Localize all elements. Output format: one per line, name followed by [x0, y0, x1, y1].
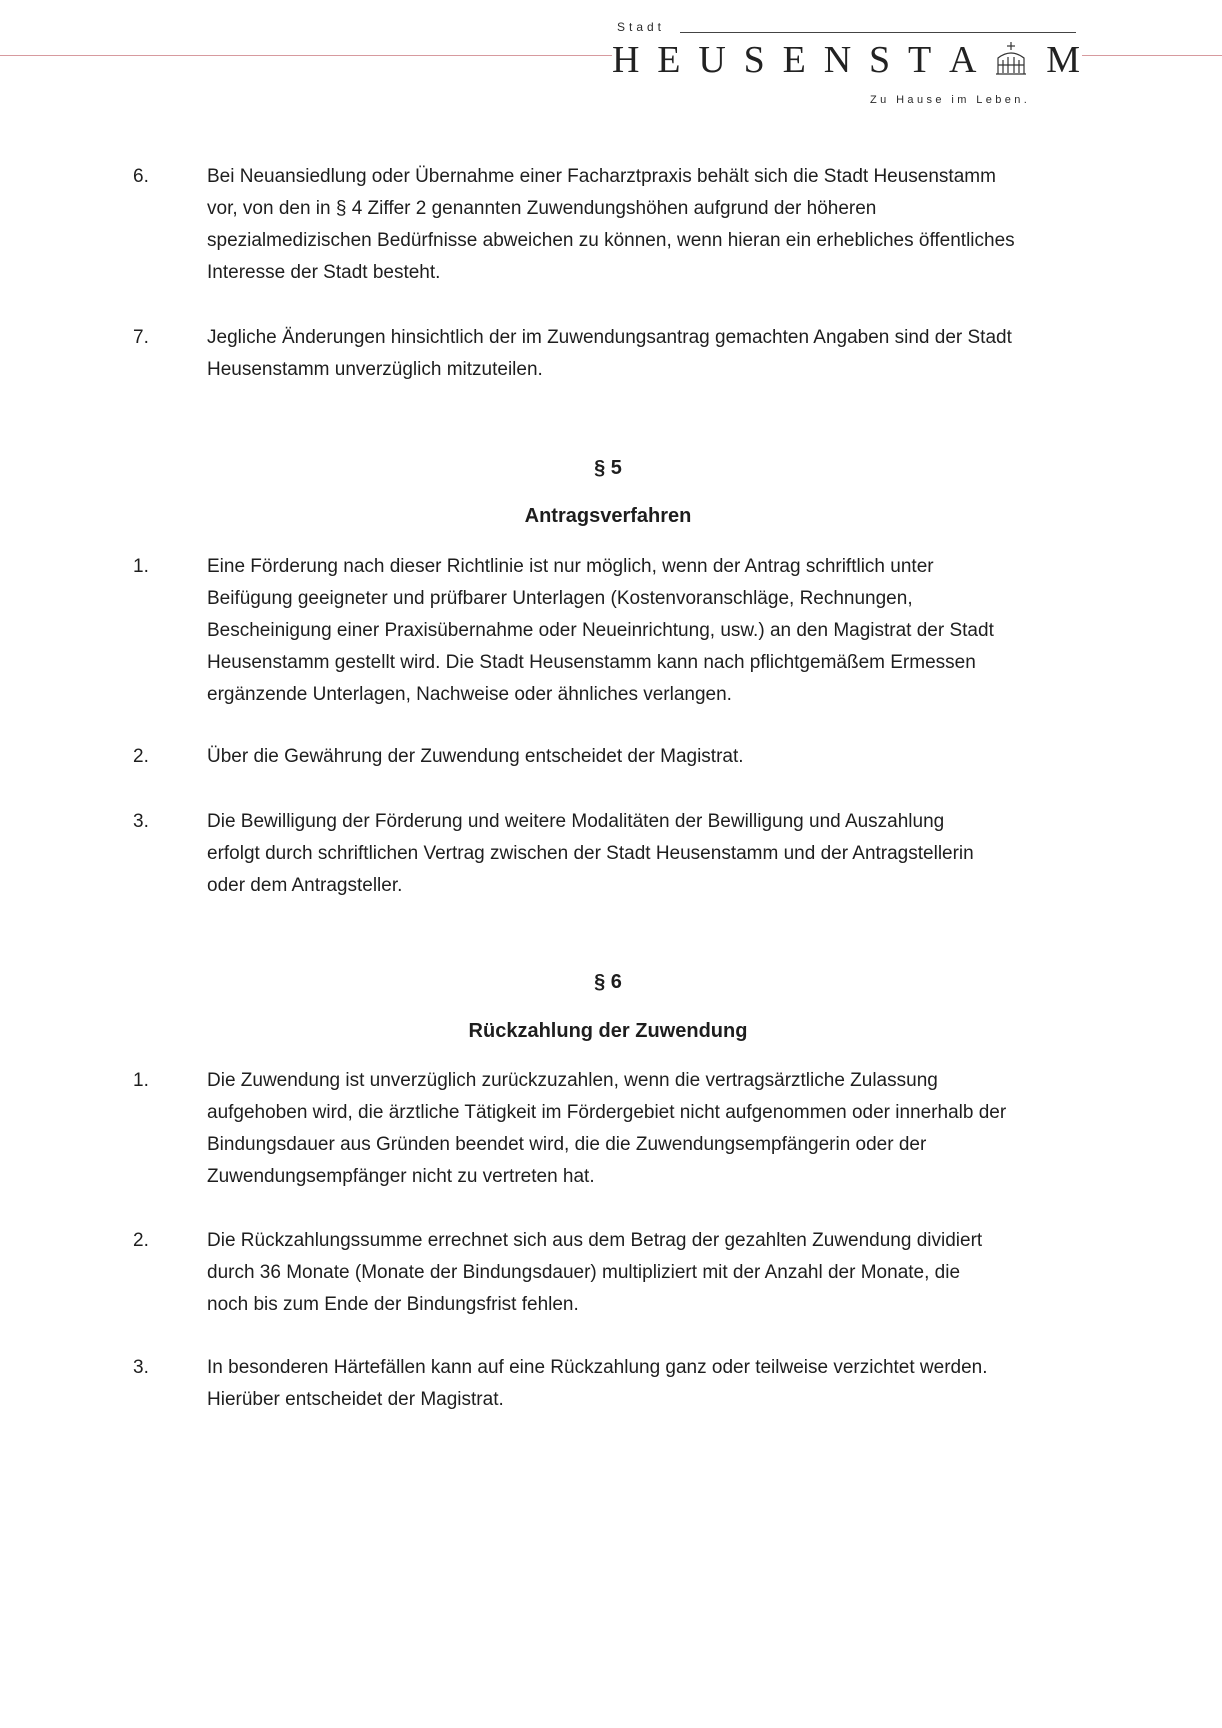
- text-line: durch 36 Monate (Monate der Bindungsdauer) multipliziert mit der Anzahl der Monate, die: [207, 1262, 961, 1283]
- item-number: 2.: [133, 1230, 149, 1251]
- logo-letter: A: [949, 39, 977, 81]
- item-text: [207, 1225, 1087, 1321]
- item-number: 2.: [133, 746, 149, 767]
- logo-letter: H: [612, 39, 640, 81]
- logo-slogan: Zu Hause im Leben.: [870, 94, 1031, 106]
- item-number: 1.: [133, 1070, 149, 1091]
- item-number: 3.: [133, 1357, 149, 1378]
- section-number: § 6: [594, 971, 622, 993]
- item-number: 7.: [133, 327, 149, 348]
- item-text: [207, 551, 1087, 711]
- logo-letter: M: [1046, 39, 1080, 81]
- text-line: Heusenstamm unverzüglich mitzuteilen.: [207, 359, 543, 380]
- text-line: Die Rückzahlungssumme errechnet sich aus dem Betrag der gezahlten Zuwendung dividiert: [207, 1230, 983, 1251]
- text-line: In besonderen Härtefällen kann auf eine Rückzahlung ganz oder teilweise verzichtet werden.: [207, 1357, 988, 1378]
- text-line: Die Bewilligung der Förderung und weitere Modalitäten der Bewilligung und Auszahlung: [207, 811, 945, 832]
- logo-stadt-label: Stadt: [617, 20, 666, 34]
- item-text: [207, 1065, 1087, 1193]
- text-line: vor, von den in § 4 Ziffer 2 genannten Zuwendungshöhen aufgrund der höheren: [207, 198, 877, 219]
- text-line: Bescheinigung einer Praxisübernahme oder Neueinrichtung, usw.) an den Magistrat der Stadt: [207, 620, 994, 641]
- text-line: Über die Gewährung der Zuwendung entscheidet der Magistrat.: [207, 746, 744, 767]
- text-line: aufgehoben wird, die ärztliche Tätigkeit im Fördergebiet nicht aufgenommen oder innerhalb der: [207, 1102, 1007, 1123]
- text-line: ergänzende Unterlagen, Nachweise oder ähnliches verlangen.: [207, 684, 732, 705]
- item-text: [207, 806, 1087, 902]
- logo-letter: S: [869, 39, 891, 81]
- text-line: noch bis zum Ende der Bindungsfrist fehlen.: [207, 1294, 579, 1315]
- text-line: Jegliche Änderungen hinsichtlich der im Zuwendungsantrag gemachten Angaben sind der Stadt: [207, 327, 1012, 348]
- text-line: Heusenstamm gestellt wird. Die Stadt Heusenstamm kann nach pflichtgemäßem Ermessen: [207, 652, 976, 673]
- text-line: Bei Neuansiedlung oder Übernahme einer Facharztpraxis behält sich die Stadt Heusenstamm: [207, 166, 996, 187]
- item-text: [207, 741, 1087, 773]
- text-line: Beifügung geeigneter und prüfbarer Unterlagen (Kostenvoranschläge, Rechnungen,: [207, 588, 913, 609]
- text-line: Eine Förderung nach dieser Richtlinie ist nur möglich, wenn der Antrag schriftlich unter: [207, 556, 934, 577]
- text-line: Interesse der Stadt besteht.: [207, 262, 441, 283]
- logo-letter: T: [907, 39, 932, 81]
- text-line: oder dem Antragsteller.: [207, 875, 403, 896]
- text-line: erfolgt durch schriftlichen Vertrag zwischen der Stadt Heusenstamm und der Antragstellerin: [207, 843, 974, 864]
- text-line: Die Zuwendung ist unverzüglich zurückzuzahlen, wenn die vertragsärztliche Zulassung: [207, 1070, 938, 1091]
- logo-letter: E: [782, 39, 806, 81]
- item-text: [207, 322, 1087, 386]
- section-title: Rückzahlung der Zuwendung: [468, 1020, 748, 1042]
- logo-letter: S: [743, 39, 765, 81]
- section-title: Antragsverfahren: [524, 505, 692, 527]
- text-line: spezialmedizischen Bedürfnisse abweichen zu können, wenn hieran ein erhebliches öffentliches: [207, 230, 1015, 251]
- text-line: Hierüber entscheidet der Magistrat.: [207, 1389, 504, 1410]
- item-text: [207, 1352, 1087, 1416]
- logo-letter: U: [698, 39, 726, 81]
- text-line: Bindungsdauer aus Gründen beendet wird, die die Zuwendungsempfängerin oder der: [207, 1134, 927, 1155]
- logo-letter: N: [823, 39, 852, 81]
- item-number: 6.: [133, 166, 149, 187]
- section-number: § 5: [594, 457, 622, 479]
- item-number: 1.: [133, 556, 149, 577]
- logo-letter: E: [657, 39, 681, 81]
- item-text: [207, 161, 1087, 289]
- item-number: 3.: [133, 811, 149, 832]
- text-line: Zuwendungsempfänger nicht zu vertreten hat.: [207, 1166, 595, 1187]
